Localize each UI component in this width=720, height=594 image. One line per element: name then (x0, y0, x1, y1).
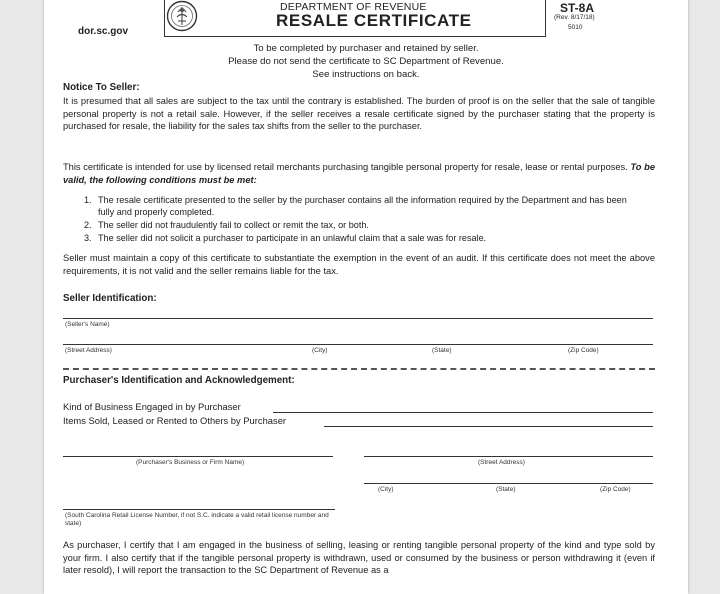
state-seal-icon (166, 0, 198, 32)
notice-paragraph: It is presumed that all sales are subject to the tax until the contrary is established. The burden of proof is on the seller that the sale of tangible personal property is not a retail sale. However, if the seller receives a resale certificate signed by the purchaser stating that the property is purchased for resale, the liability for the sales tax shifts from the seller to the purchaser. (63, 96, 655, 132)
instruction-line: To be completed by purchaser and retained by seller. (253, 43, 479, 54)
seller-zip-caption: (Zip Code) (568, 347, 599, 354)
condition-number: 2. (84, 220, 92, 230)
purchaser-street-caption: (Street Address) (478, 459, 525, 466)
revision-date: (Rev. 8/17/18) (554, 14, 595, 21)
validity-emphasis: To be valid, the following conditions must be met: (63, 162, 655, 185)
business-name-caption: (Purchaser's Business or Firm Name) (136, 459, 245, 466)
seller-city-caption: (City) (312, 347, 328, 354)
validity-text: This certificate is intended for use by licensed retail merchants purchasing tangible personal property for resale, lease or rental purposes. (63, 162, 628, 172)
audit-paragraph: Seller must maintain a copy of this certificate to substantiate the exemption in the event of an audit. If this certificate does not meet the above requirements, it is not valid and the seller remains liable for the tax. (63, 253, 655, 276)
section-divider (63, 368, 655, 370)
condition-number: 1. (84, 195, 92, 205)
condition-text: The seller did not solicit a purchaser to participate in an unlawful claim that a sale was for resale. (98, 233, 487, 243)
kind-of-business-field[interactable] (273, 412, 653, 413)
license-caption: (South Carolina Retail License Number, if not S.C. indicate a valid retail license number and state) (65, 512, 329, 527)
condition-text: The seller did not fraudulently fail to collect or remit the tax, or both. (98, 220, 369, 230)
form-id: ST-8A (560, 1, 595, 15)
seller-state-caption: (State) (432, 347, 452, 354)
conditions-list (84, 194, 644, 245)
notice-heading: Notice To Seller: (63, 82, 140, 93)
seller-name-field[interactable] (63, 318, 653, 319)
seller-address-field[interactable] (63, 344, 653, 345)
condition-item (84, 232, 644, 244)
website-text: dor.sc.gov (78, 26, 129, 37)
condition-item (84, 219, 644, 231)
purchaser-city-caption: (City) (378, 486, 394, 493)
kind-of-business-label: Kind of Business Engaged in by Purchaser (63, 401, 241, 412)
instruction-line: Please do not send the certificate to SC Department of Revenue. (228, 56, 504, 67)
condition-number: 3. (84, 233, 92, 243)
purchaser-city-state-zip-field[interactable] (364, 483, 653, 484)
department-name: DEPARTMENT OF REVENUE (280, 1, 427, 13)
validity-paragraph (63, 161, 655, 186)
purchaser-state-caption: (State) (496, 486, 516, 493)
certificate-page (44, 0, 688, 594)
certification-paragraph: As purchaser, I certify that I am engaged in the business of selling, leasing or renting tangible personal property of the kind and type sold by your firm. I also certify that if the tangible personal property is withdrawn, used or consumed by the business or person withdrawing it (even if later resold), I will report the transaction to the SC Department of Revenue as a (63, 540, 655, 576)
seller-street-caption: (Street Address) (65, 347, 112, 354)
items-sold-field[interactable] (324, 426, 653, 427)
license-number-field[interactable] (63, 509, 335, 510)
purchaser-zip-caption: (Zip Code) (600, 486, 631, 493)
form-code: 5010 (568, 24, 583, 31)
condition-text: The resale certificate presented to the seller by the purchaser contains all the information required by the Department and has been fully and properly completed. (98, 195, 627, 217)
items-sold-label: Items Sold, Leased or Rented to Others by Purchaser (63, 415, 287, 426)
purchaser-street-field[interactable] (364, 456, 653, 457)
form-title: RESALE CERTIFICATE (276, 11, 472, 30)
seller-heading: Seller Identification: (63, 293, 157, 304)
instruction-line: See instructions on back. (312, 69, 420, 80)
seller-name-caption: (Seller's Name) (65, 321, 110, 328)
condition-item (84, 194, 644, 218)
business-name-field[interactable] (63, 456, 333, 457)
purchaser-heading: Purchaser's Identification and Acknowledgement: (63, 375, 295, 386)
